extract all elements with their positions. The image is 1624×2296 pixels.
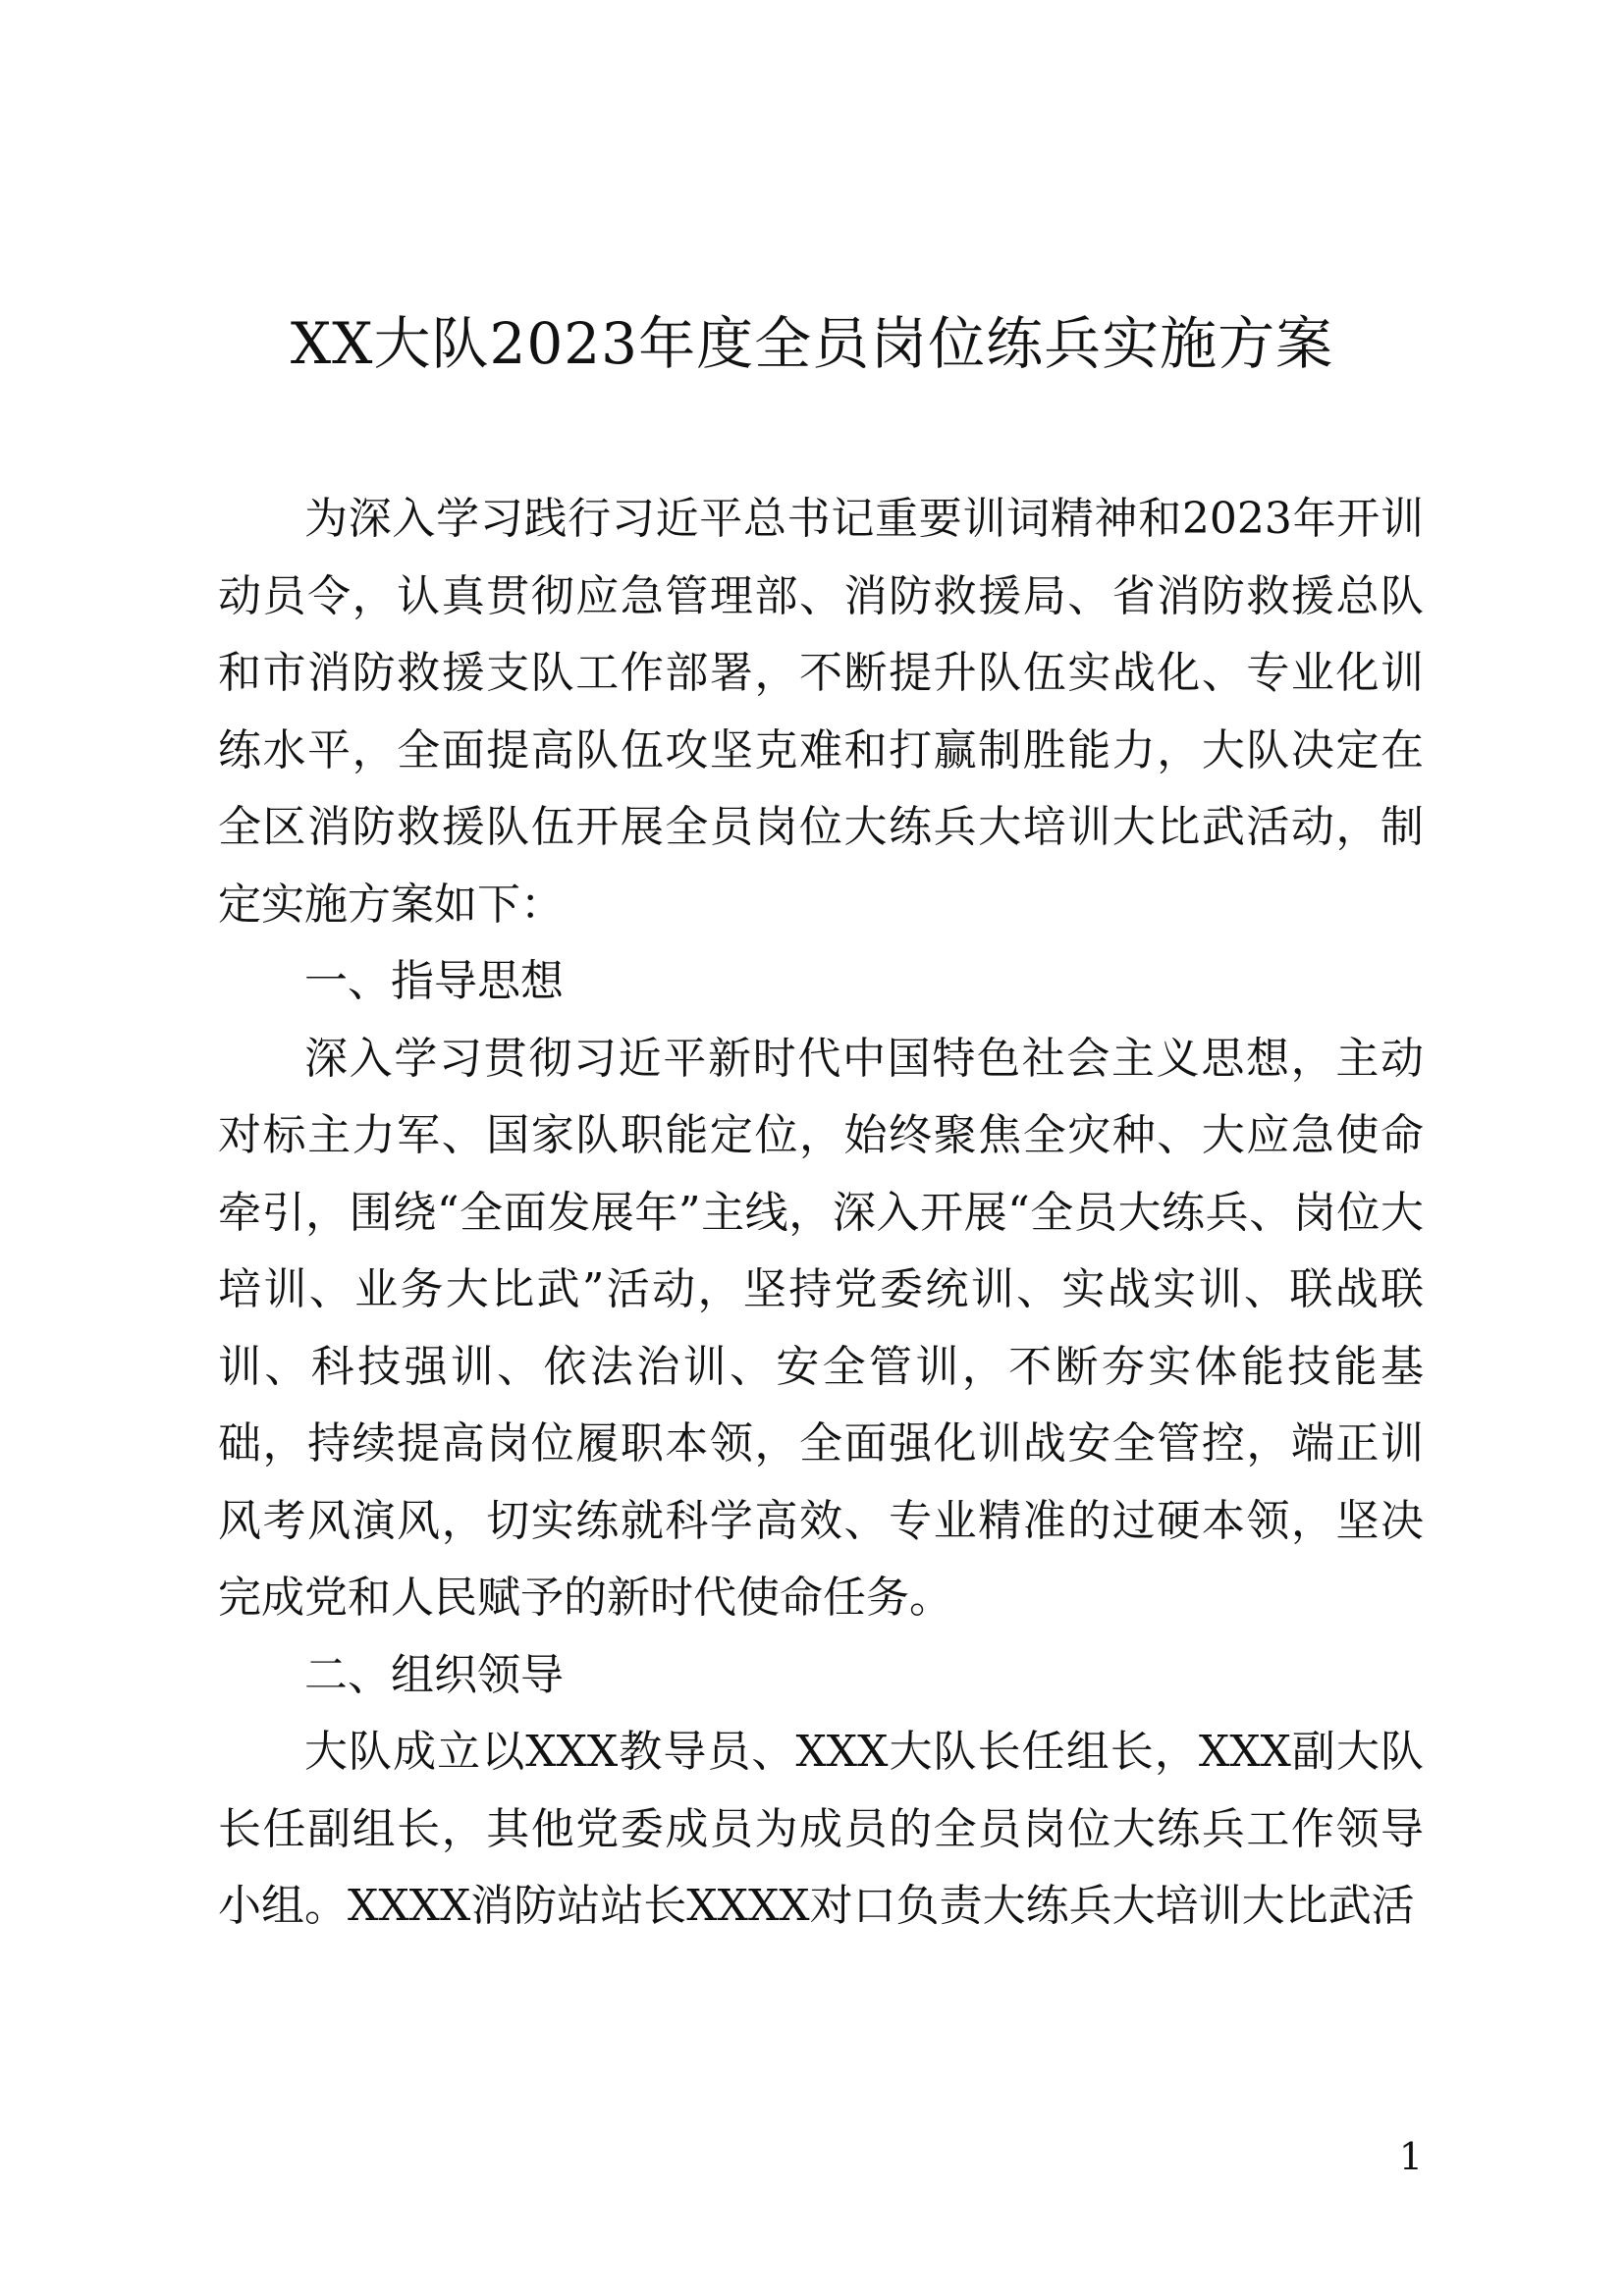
section-heading-guiding-ideology: 一、指导思想 xyxy=(304,956,564,1006)
intro-paragraph: 为深入学习践行习近平总书记重要训词精神和2023年开训动员令，认真贯彻应急管理部、消防救援局、省消防救援总队和市消防救援支队工作部署，不断提升队伍实战化、专业化训练水平，全面提高队伍攻坚克难和打赢制胜能力，大队决定在全区消防救援队伍开展全员岗位大练兵大培训大比武活动，制定实施方案如下： xyxy=(218,494,1424,930)
page-number: 1 xyxy=(1398,2135,1423,2178)
guiding-ideology-paragraph: 深入学习贯彻习近平新时代中国特色社会主义思想，主动对标主力军、国家队职能定位，始终聚焦全灾种、大应急使命牵引，围绕“全面发展年”主线，深入开展“全员大练兵、岗位大培训、业务大比武”活动，坚持党委统训、实战实训、联战联训、科技强训、依法治训、安全管训，不断夯实体能技能基础，持续提高岗位履职本领，全面强化训战安全管控，端正训风考风演风，切实练就科学高效、专业精准的过硬本领，坚决完成党和人民赋予的新时代使命任务。 xyxy=(218,1033,1424,1623)
document-body xyxy=(218,481,1424,1946)
organization-paragraph: 大队成立以XXX教导员、XXX大队长任组长，XXX副大队长任副组长，其他党委成员为成员的全员岗位大练兵工作领导小组。XXXX消防站站长XXXX对口负责大练兵大培训大比武活 xyxy=(218,1727,1424,1931)
document-title: XX大队2023年度全员岗位练兵实施方案 xyxy=(290,310,1334,377)
section-heading-organization: 二、组织领导 xyxy=(304,1649,564,1700)
